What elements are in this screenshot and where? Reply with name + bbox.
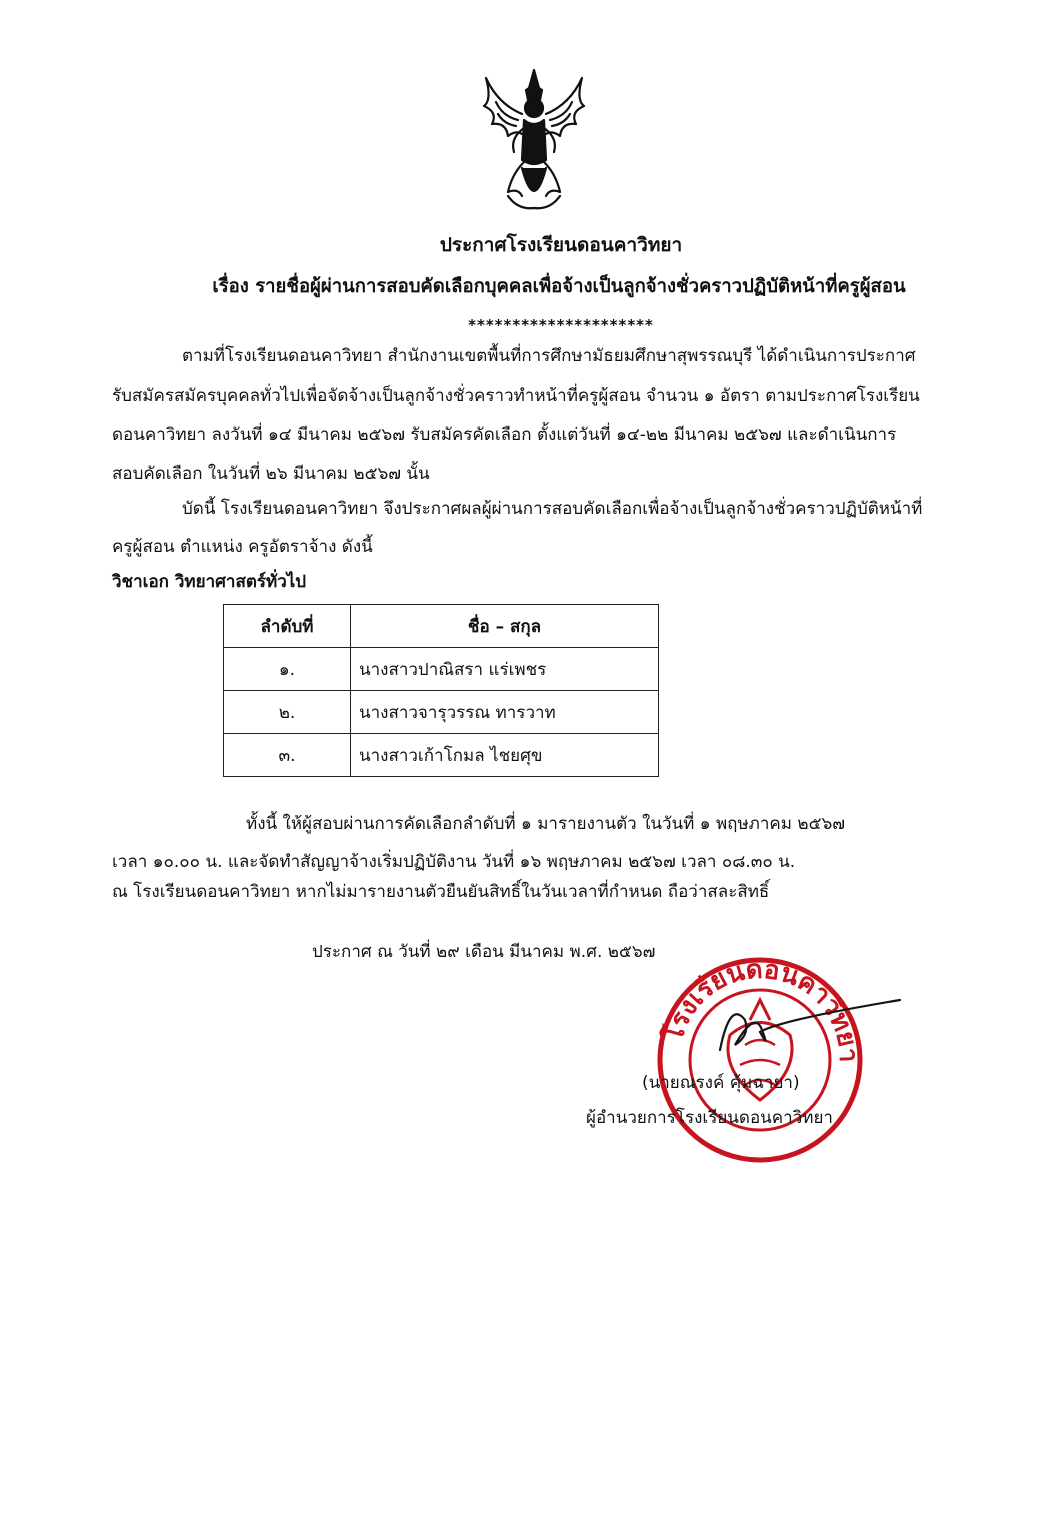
title-separator: *********************	[468, 316, 654, 334]
table-row	[224, 734, 659, 777]
announce-date: ประกาศ ณ วันที่ ๒๙ เดือน มีนาคม พ.ศ. ๒๕๖๗	[312, 942, 656, 962]
para1-line-2: รับสมัครสมัครบุคคลทั่วไปเพื่อจัดจ้างเป็นลูกจ้างชั่วคราวทำหน้าที่ครูผู้สอน จำนวน ๑ อัตรา ตามประกาศโรงเรียน	[112, 386, 920, 406]
para2-line-2: ครูผู้สอน ตำแหน่ง ครูอัตราจ้าง ดังนี้	[112, 537, 373, 557]
signatory-name: (นายณรงค์ คุ้มฉายา)	[642, 1073, 800, 1093]
para3-line-3: ณ โรงเรียนดอนคาวิทยา หากไม่มารายงานตัวยืนยันสิทธิ์ในวันเวลาที่กำหนด ถือว่าสละสิทธิ์	[112, 882, 770, 902]
table-row	[224, 648, 659, 691]
para2-line-1: บัดนี้ โรงเรียนดอนคาวิทยา จึงประกาศผลผู้ผ่านการสอบคัดเลือกเพื่อจ้างเป็นลูกจ้างชั่วคราวปฏิบัติหน้าที่	[182, 499, 923, 519]
row-order: ๑.	[224, 648, 351, 691]
header-name: ชื่อ – สกุล	[351, 605, 659, 648]
handwritten-signature-icon	[700, 990, 920, 1070]
para3-line-1: ทั้งนี้ ให้ผู้สอบผ่านการคัดเลือกลำดับที่ ๑ มารายงานตัว ในวันที่ ๑ พฤษภาคม ๒๕๖๗	[246, 814, 846, 834]
table-row	[224, 691, 659, 734]
signatory-position: ผู้อำนวยการโรงเรียนดอนคาวิทยา	[586, 1108, 833, 1128]
row-name: นางสาวเก้าโกมล ไชยศุข	[351, 734, 659, 777]
row-order: ๓.	[224, 734, 351, 777]
para1-line-1: ตามที่โรงเรียนดอนคาวิทยา สำนักงานเขตพื้นที่การศึกษามัธยมศึกษาสุพรรณบุรี ได้ดำเนินการประกาศ	[182, 346, 916, 366]
row-order: ๒.	[224, 691, 351, 734]
subject-heading: วิชาเอก วิทยาศาสตร์ทั่วไป	[112, 572, 307, 592]
row-name: นางสาวจารุวรรณ ทารวาท	[351, 691, 659, 734]
para1-line-3: ดอนคาวิทยา ลงวันที่ ๑๔ มีนาคม ๒๕๖๗ รับสมัครคัดเลือก ตั้งแต่วันที่ ๑๔-๒๒ มีนาคม ๒๕๖๗ และดำเนินการ	[112, 425, 897, 445]
document-title: ประกาศโรงเรียนดอนคาวิทยา	[439, 234, 683, 256]
row-name: นางสาวปาณิสรา แร่เพชร	[351, 648, 659, 691]
results-table	[223, 604, 659, 777]
header-order: ลำดับที่	[224, 605, 351, 648]
para1-line-4: สอบคัดเลือก ในวันที่ ๒๖ มีนาคม ๒๕๖๗ นั้น	[112, 464, 430, 484]
garuda-emblem-icon	[478, 64, 590, 216]
table-header-row	[224, 605, 659, 648]
para3-line-2: เวลา ๑๐.๐๐ น. และจัดทำสัญญาจ้างเริ่มปฏิบัติงาน วันที่ ๑๖ พฤษภาคม ๒๕๖๗ เวลา ๐๘.๓๐ น.	[112, 852, 796, 872]
seal-text: โรงเรียนดอนคาวิทยา	[658, 954, 864, 1063]
document-subject: เรื่อง รายชื่อผู้ผ่านการสอบคัดเลือกบุคคลเพื่อจ้างเป็นลูกจ้างชั่วคราวปฏิบัติหน้าที่ครูผู้สอน	[212, 276, 906, 297]
